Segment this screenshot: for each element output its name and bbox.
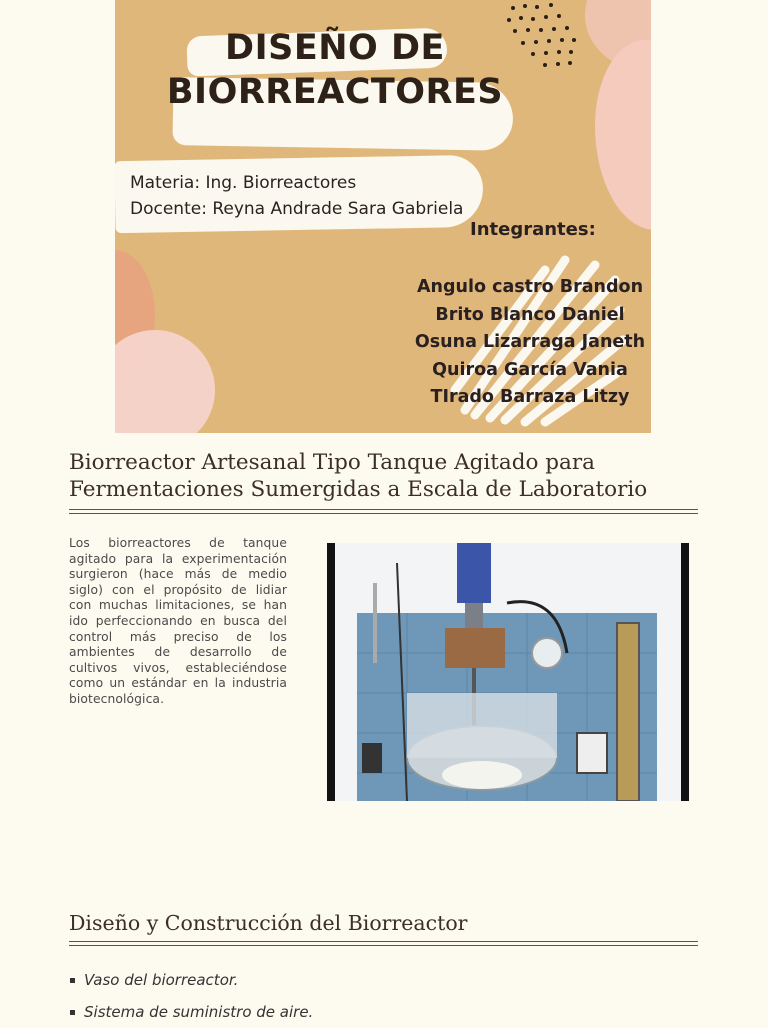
list-item — [70, 996, 313, 1028]
member-name: Brito Blanco Daniel — [435, 304, 625, 325]
section-title: Diseño y Construcción del Biorreactor — [69, 911, 468, 935]
article-title-line: Fermentaciones Sumergidas a Escala de Laboratorio — [69, 477, 648, 502]
member-name: Quiroa García Vania — [432, 359, 628, 380]
article-title — [69, 449, 699, 503]
square-bullet-icon — [70, 1010, 75, 1015]
member-name: Angulo castro Brandon — [416, 277, 644, 297]
intro-paragraph: Los biorreactores de tanque agitado para la experimentación surgieron (hace más de medio siglo) con el propósito de lidiar con muchas limitaciones, se han ido perfeccionando en busca del control más preciso de los ambientes de desarrollo de cultivos vivos, estableciéndose como un estándar en la industria biotecnológica. — [69, 536, 287, 706]
bioreactor-photo — [327, 543, 689, 801]
materia-text: Materia: Ing. Biorreactores — [130, 173, 357, 193]
docente-text: Docente: Reyna Andrade Sara Gabriela — [130, 199, 464, 219]
cover-title-line: DISEÑO DE — [225, 28, 445, 68]
bioreactor-illustration — [327, 543, 689, 801]
member-name: Osuna Lizarraga Janeth — [414, 332, 646, 352]
cover-title — [135, 26, 535, 114]
integrantes-heading: Integrantes: — [470, 219, 596, 240]
square-bullet-icon — [70, 978, 75, 983]
article-title-line: Biorreactor Artesanal Tipo Tanque Agitado para — [69, 450, 595, 475]
course-info — [130, 170, 463, 222]
cover-slide — [115, 0, 651, 433]
list-item-text: Sistema de suministro de aire. — [84, 1003, 314, 1021]
decorative-blob — [115, 330, 215, 433]
decorative-blob — [595, 40, 651, 230]
component-list — [70, 964, 313, 1028]
member-name: TIrado Barraza Litzy — [430, 387, 630, 407]
double-rule-divider — [69, 509, 698, 514]
list-item — [70, 964, 313, 996]
double-rule-divider — [69, 941, 698, 946]
cover-title-line: BIORREACTORES — [166, 72, 504, 112]
integrantes-list — [405, 274, 651, 412]
list-item-text: Vaso del biorreactor. — [84, 971, 239, 989]
